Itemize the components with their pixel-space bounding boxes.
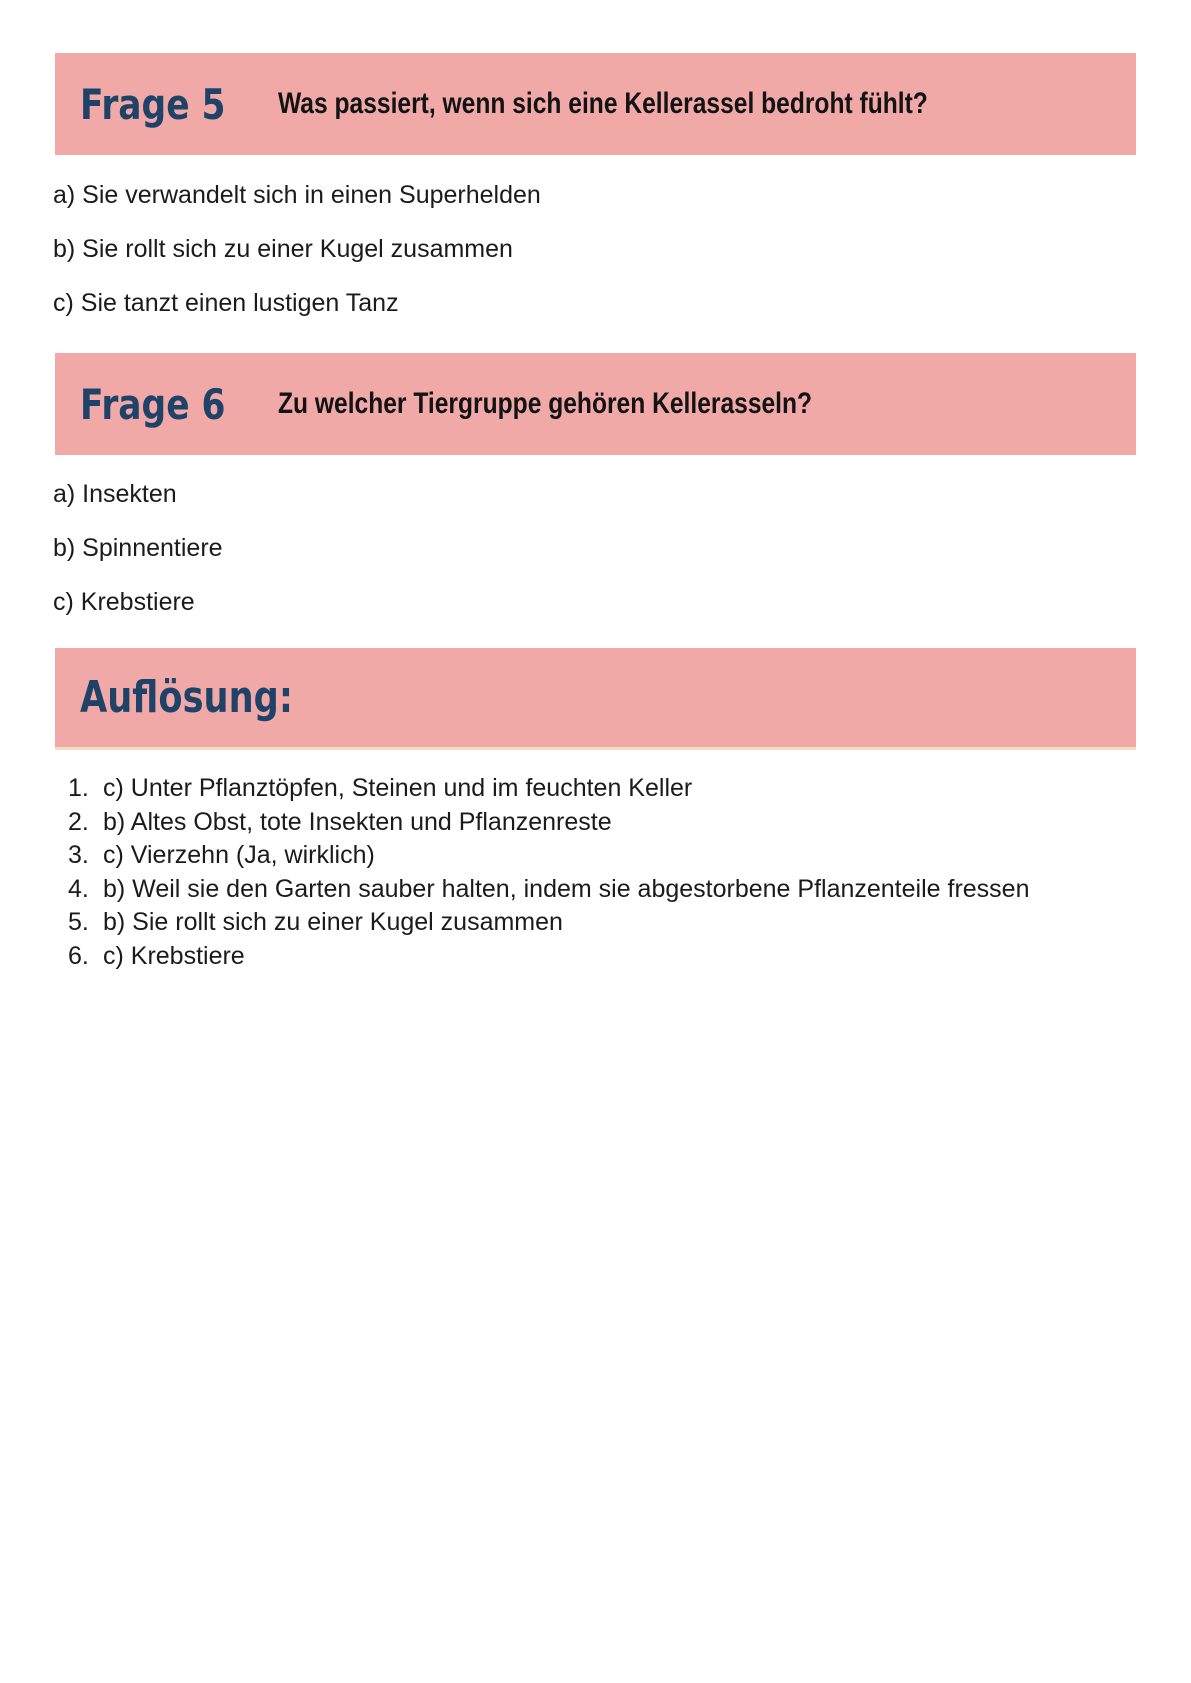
answer-options-frage5	[53, 168, 1133, 330]
solution-item-text: c) Unter Pflanztöpfen, Steinen und im feuchten Keller	[103, 774, 693, 803]
question-title: Was passiert, wenn sich eine Kellerassel bedroht fühlt?	[278, 87, 928, 120]
answer-option: a) Sie verwandelt sich in einen Superhelden	[53, 180, 541, 209]
solution-item	[68, 839, 1148, 873]
answer-option: b) Spinnentiere	[53, 533, 223, 562]
question-banner-frage5	[55, 53, 1136, 155]
solution-item-text: b) Weil sie den Garten sauber halten, indem sie abgestorbene Pflanzenteile fressen	[103, 874, 1030, 903]
solution-item-number: 5.	[68, 908, 89, 937]
solution-item	[68, 772, 1148, 806]
answer-option: b) Sie rollt sich zu einer Kugel zusammen	[53, 234, 513, 263]
solution-item	[68, 940, 1148, 974]
solution-item-number: 4.	[68, 874, 89, 903]
solution-item	[68, 806, 1148, 840]
question-title: Zu welcher Tiergruppe gehören Kellerasseln?	[278, 387, 813, 420]
solution-item-text: c) Krebstiere	[103, 941, 245, 970]
solution-item-number: 3.	[68, 841, 89, 870]
solution-list	[68, 772, 1148, 973]
question-number: Frage 5	[80, 79, 226, 129]
solution-item-number: 6.	[68, 941, 89, 970]
solution-item-text: b) Sie rollt sich zu einer Kugel zusammen	[103, 908, 563, 937]
solution-item-text: c) Vierzehn (Ja, wirklich)	[103, 841, 375, 870]
question-banner-frage6	[55, 353, 1136, 455]
solution-item-number: 2.	[68, 807, 89, 836]
solution-item-number: 1.	[68, 774, 89, 803]
solution-item-text: b) Altes Obst, tote Insekten und Pflanzenreste	[103, 807, 612, 836]
answer-option: a) Insekten	[53, 479, 177, 508]
question-number: Frage 6	[80, 379, 226, 429]
solution-item	[68, 906, 1148, 940]
solution-title: Auflösung:	[80, 672, 293, 723]
solution-banner	[55, 648, 1136, 750]
answer-option: c) Krebstiere	[53, 587, 195, 616]
answer-option: c) Sie tanzt einen lustigen Tanz	[53, 288, 399, 317]
answer-options-frage6	[53, 467, 1133, 629]
solution-item	[68, 873, 1148, 907]
